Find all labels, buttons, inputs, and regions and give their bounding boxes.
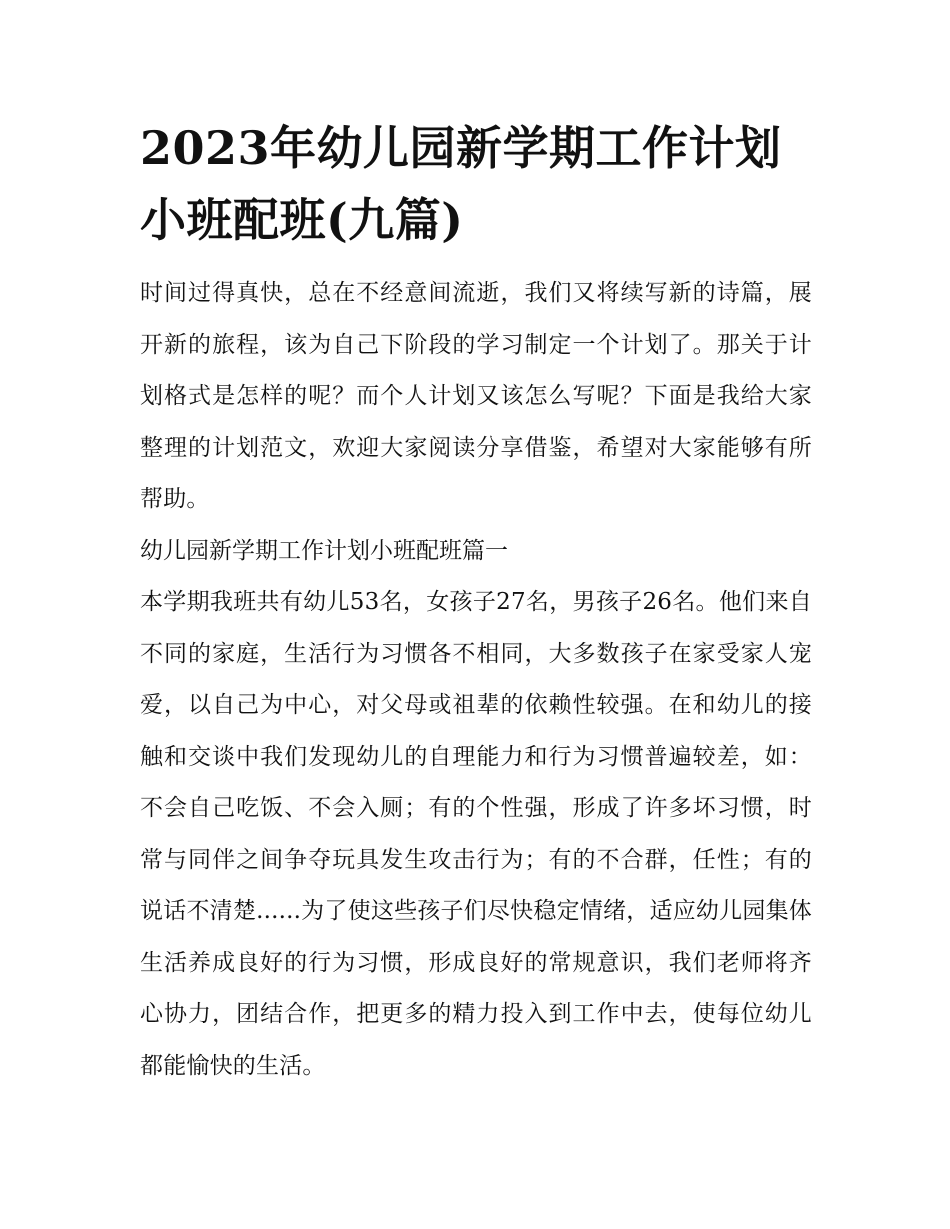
document-content [140,112,812,1092]
intro-paragraph: 时间过得真快，总在不经意间流逝，我们又将续写新的诗篇，展开新的旅程，该为自己下阶段的学习制定一个计划了。那关于计划格式是怎样的呢？而个人计划又该怎么写呢？下面是我给大家整理的计划范文，欢迎大家阅读分享借鉴，希望对大家能够有所帮助。 [140,280,812,512]
section-heading: 幼儿园新学期工作计划小班配班篇一 [140,537,508,564]
document-title: 2023年幼儿园新学期工作计划小班配班(九篇) [140,121,782,247]
body-paragraph: 本学期我班共有幼儿53名，女孩子27名，男孩子26名。他们来自不同的家庭，生活行为习惯各不相同，大多数孩子在家受家人宠爱，以自己为中心，对父母或祖辈的依赖性较强。在和幼儿的接触和交谈中我们发现幼儿的自理能力和行为习惯普遍较差，如：不会自己吃饭、不会入厕；有的个性强，形成了许多坏习惯，时常与同伴之间争夺玩具发生攻击行为；有的不合群，任性；有的说话不清楚......为了使这些孩子们尽快稳定情绪，适应幼儿园集体生活养成良好的行为习惯，形成良好的常规意识，我们老师将齐心协力，团结合作，把更多的精力投入到工作中去，使每位幼儿都能愉快的生活。 [140,589,812,1079]
